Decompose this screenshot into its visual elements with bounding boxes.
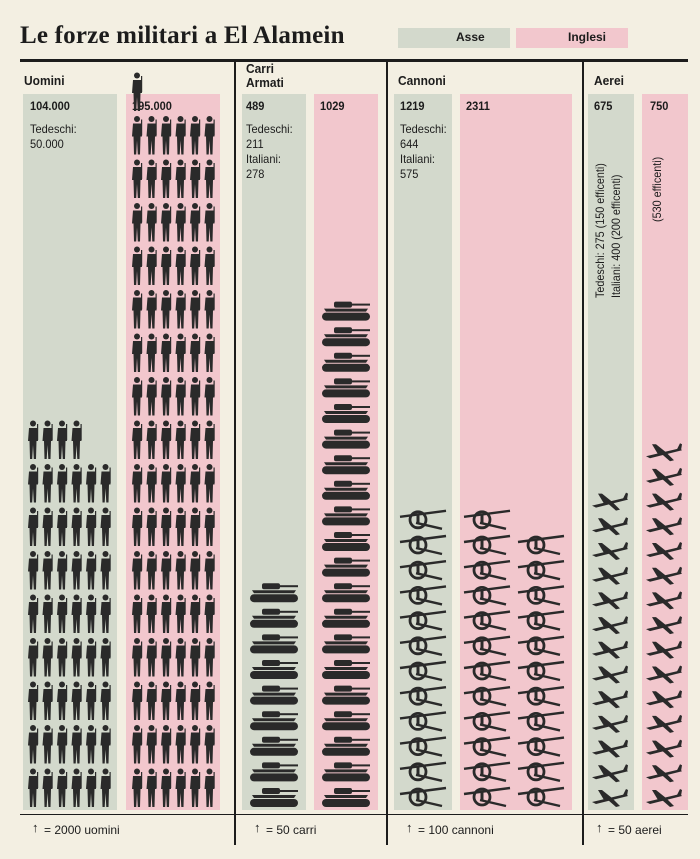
plane-icon-inglesi [646,715,682,733]
tank-icon-asse [250,634,298,653]
soldier-icon-asse [72,508,82,547]
unit-arrow-icon: ↑ [254,820,261,835]
soldier-icon-inglesi [161,551,171,590]
soldier-icon-inglesi [147,247,157,286]
unit-label-aerei: = 50 aerei [608,823,662,837]
soldier-icon-asse [43,508,53,547]
soldier-icon-asse [86,464,96,503]
tank-icon-inglesi [322,711,370,730]
unit-label-cannoni: = 100 cannoni [418,823,494,837]
breakdown-carri-asse: Tedeschi: 211 Italiani: 278 [246,122,293,181]
soldier-icon-asse [101,551,111,590]
tank-icon-inglesi [322,532,370,551]
tank-icon-asse [250,609,298,628]
soldier-icon-inglesi [147,377,157,416]
tank-icon-inglesi [322,609,370,628]
soldier-icon-inglesi [161,334,171,373]
soldier-icon-inglesi [132,769,142,808]
chart-title: Le forze militari a El Alamein [20,22,345,49]
cannon-icon-inglesi [464,788,510,806]
soldier-icon-inglesi [190,725,200,764]
soldier-icon-inglesi [147,725,157,764]
soldier-icon-inglesi [161,421,171,460]
soldier-icon-inglesi [161,508,171,547]
soldier-icon-inglesi [190,290,200,329]
cannon-icon-inglesi [518,687,564,705]
cannon-icon-inglesi [518,712,564,730]
soldier-icon-inglesi [190,203,200,242]
soldier-icon-inglesi [132,725,142,764]
soldier-icon-asse [28,595,38,634]
soldier-icon-asse [72,638,82,677]
tank-icon-asse [250,788,298,807]
soldier-icon-asse [28,551,38,590]
soldier-icon-asse [57,638,67,677]
soldier-icon-inglesi [161,290,171,329]
soldier-icon-asse [101,725,111,764]
plane-icon-asse [592,517,628,535]
tank-icon-asse [250,762,298,781]
plane-icon-inglesi [646,666,682,684]
soldier-icon-inglesi [190,595,200,634]
soldier-icon-inglesi [190,247,200,286]
cannon-icon-inglesi [464,511,510,529]
tank-icon-inglesi [322,455,370,474]
soldier-icon-inglesi [161,160,171,199]
tank-icon-inglesi [322,660,370,679]
legend-label-inglesi: Inglesi [568,30,607,44]
soldier-icon-inglesi [205,377,215,416]
tank-icon-inglesi [322,788,370,807]
plane-icon-inglesi [646,740,682,758]
soldier-icon-inglesi [205,551,215,590]
soldier-icon-inglesi [205,508,215,547]
soldier-icon-inglesi [205,334,215,373]
legend-label-asse: Asse [456,30,485,44]
soldier-icon-inglesi [176,116,186,155]
soldier-icon-asse [57,725,67,764]
tank-icon-inglesi [322,762,370,781]
soldier-icon-asse [43,595,53,634]
cannon-icon-asse [400,662,446,680]
soldier-icon-inglesi [132,638,142,677]
soldier-icon-asse [43,638,53,677]
cannon-icon-inglesi [464,637,510,655]
unit-arrow-icon: ↑ [32,820,39,835]
soldier-icon-asse [28,421,38,460]
soldier-icon-inglesi [176,551,186,590]
soldier-icon-inglesi [132,595,142,634]
soldier-icon-asse [57,769,67,808]
soldier-icon-inglesi [190,160,200,199]
soldier-icon-inglesi [161,725,171,764]
cannon-icon-inglesi [464,561,510,579]
tank-icon-asse [250,583,298,602]
soldier-icon-asse [101,769,111,808]
tank-icon-inglesi [322,327,370,346]
soldier-icon-asse [101,638,111,677]
soldier-icon-inglesi [176,334,186,373]
soldier-icon-inglesi [205,421,215,460]
soldier-icon-inglesi [190,377,200,416]
soldier-icon-inglesi [190,421,200,460]
col-title-carri-1: Carri [246,61,274,76]
soldier-icon-inglesi [147,638,157,677]
soldier-icon-inglesi [205,160,215,199]
unit-arrow-icon: ↑ [406,820,413,835]
soldier-icon-asse [57,421,67,460]
soldier-icon-inglesi [205,464,215,503]
soldier-icon-asse [28,508,38,547]
soldier-icon-inglesi [176,203,186,242]
cannon-icon-asse [400,687,446,705]
soldier-icon-inglesi [161,682,171,721]
soldier-icon-inglesi [147,682,157,721]
soldier-icon-asse [72,682,82,721]
plane-icon-asse [592,493,628,511]
soldier-icon-asse [101,508,111,547]
soldier-icon-inglesi [161,203,171,242]
soldier-icon-asse [86,508,96,547]
plane-icon-asse [592,740,628,758]
soldier-icon-inglesi [176,247,186,286]
cannon-icon-asse [400,511,446,529]
soldier-icon-asse [86,595,96,634]
tank-icon-asse [250,711,298,730]
soldier-icon-inglesi [205,595,215,634]
soldier-icon-asse [86,682,96,721]
cannon-icon-inglesi [464,586,510,604]
cannon-icon-inglesi [464,612,510,630]
cannon-icon-asse [400,536,446,554]
cannon-icon-inglesi [518,763,564,781]
soldier-icon-inglesi [147,203,157,242]
soldier-icon-inglesi [132,247,142,286]
tank-icon-inglesi [322,583,370,602]
soldier-icon-asse [43,464,53,503]
soldier-icon-asse [72,551,82,590]
cannon-icon-inglesi [518,662,564,680]
tank-icon-inglesi [322,404,370,423]
soldier-icon-asse [72,769,82,808]
soldier-icon-inglesi [205,203,215,242]
soldier-icon-inglesi [176,595,186,634]
cannon-icon-inglesi [518,612,564,630]
cannon-icon-asse [400,738,446,756]
soldier-icon-inglesi [205,638,215,677]
col-title-aerei: Aerei [594,73,624,88]
tank-icon-inglesi [322,634,370,653]
plane-icon-inglesi [646,468,682,486]
soldier-icon-inglesi [176,160,186,199]
soldier-icon-asse [28,464,38,503]
soldier-icon-inglesi [176,377,186,416]
soldier-icon-inglesi [147,290,157,329]
soldier-icon-inglesi [176,638,186,677]
soldier-icon-inglesi [132,508,142,547]
plane-icon-inglesi [646,690,682,708]
soldier-icon-inglesi [132,682,142,721]
soldier-icon-inglesi [147,421,157,460]
tank-icon-inglesi [322,686,370,705]
soldier-icon-inglesi [132,421,142,460]
tank-icon-inglesi [322,430,370,449]
tank-icon-asse [250,737,298,756]
cannon-icon-asse [400,712,446,730]
soldier-icon-inglesi [205,116,215,155]
soldier-icon-inglesi [190,464,200,503]
soldier-icon-inglesi [147,464,157,503]
soldier-icon-asse [28,638,38,677]
soldier-icon-asse [43,682,53,721]
cannon-icon-asse [400,788,446,806]
soldier-icon-inglesi [161,595,171,634]
soldier-icon-inglesi [161,247,171,286]
soldier-icon-inglesi [176,725,186,764]
plane-icon-inglesi [646,443,682,461]
col-title-carri-2: Armati [246,75,284,90]
tank-icon-inglesi [322,353,370,372]
plane-icon-asse [592,542,628,560]
cannon-icon-inglesi [464,712,510,730]
breakdown-aerei-asse-1: Tedeschi: 275 (150 efficenti) [593,163,607,298]
soldier-icon-asse [101,464,111,503]
total-carri-inglesi: 1029 [320,99,345,113]
soldier-icon-inglesi [147,551,157,590]
col-title-uomini: Uomini [24,73,65,88]
plane-icon-inglesi [646,493,682,511]
soldier-icon-inglesi [161,464,171,503]
soldier-icon-inglesi [132,290,142,329]
cannon-icon-inglesi [518,536,564,554]
cannon-icon-inglesi [518,561,564,579]
soldier-icon-inglesi [132,334,142,373]
soldier-icon-asse [86,769,96,808]
plane-icon-inglesi [646,517,682,535]
soldier-icon-inglesi [147,116,157,155]
cannon-icon-inglesi [464,763,510,781]
soldier-icon-inglesi [190,682,200,721]
soldier-icon-inglesi [147,769,157,808]
unit-label-uomini: = 2000 uomini [44,823,120,837]
soldier-icon-inglesi [176,769,186,808]
cannon-icon-inglesi [518,738,564,756]
soldier-icon-inglesi [205,769,215,808]
soldier-icon-asse [43,769,53,808]
soldier-icon-asse [43,725,53,764]
soldier-icon-asse [72,725,82,764]
soldier-icon-asse [72,464,82,503]
soldier-icon-asse [72,421,82,460]
soldier-icon-inglesi [147,160,157,199]
plane-icon-asse [592,789,628,807]
cannon-icon-inglesi [518,586,564,604]
tank-icon-inglesi [322,506,370,525]
total-carri-asse: 489 [246,99,265,113]
soldier-icon-inglesi [147,595,157,634]
soldier-icon-asse [28,682,38,721]
soldier-icon-asse [43,551,53,590]
soldier-icon-asse [57,551,67,590]
plane-icon-inglesi [646,542,682,560]
soldier-icon-inglesi [176,421,186,460]
cannon-icon-inglesi [464,738,510,756]
soldier-icon-inglesi [132,160,142,199]
plane-icon-asse [592,764,628,782]
soldier-icon-inglesi [132,551,142,590]
soldier-icon-asse [28,725,38,764]
soldier-icon-inglesi [132,116,142,155]
total-aerei-asse: 675 [594,99,613,113]
plane-icon-inglesi [646,616,682,634]
cannon-icon-inglesi [518,788,564,806]
cannon-icon-asse [400,561,446,579]
breakdown-aerei-inglesi: (530 efficenti) [650,156,664,222]
total-uomini-asse: 104.000 [30,99,70,113]
plane-icon-inglesi [646,567,682,585]
cannon-icon-inglesi [518,637,564,655]
soldier-icon-inglesi [205,682,215,721]
total-cannoni-asse: 1219 [400,99,425,113]
cannon-icon-inglesi [464,662,510,680]
soldier-icon-inglesi [190,638,200,677]
soldier-icon-inglesi [176,682,186,721]
cannon-icon-asse [400,586,446,604]
plane-icon-asse [592,641,628,659]
soldier-icon-asse [57,508,67,547]
plane-icon-inglesi [646,764,682,782]
soldier-icon-asse [72,595,82,634]
soldier-icon-inglesi [161,769,171,808]
soldier-icon-inglesi [147,334,157,373]
soldier-icon-inglesi [205,290,215,329]
tank-icon-inglesi [322,378,370,397]
soldier-icon-asse [101,595,111,634]
soldier-icon-inglesi [205,725,215,764]
soldier-icon-asse [57,464,67,503]
soldier-icon-asse [101,682,111,721]
tank-icon-inglesi [322,481,370,500]
plane-icon-asse [592,616,628,634]
unit-arrow-icon: ↑ [596,820,603,835]
soldier-icon-inglesi [161,116,171,155]
soldier-icon-inglesi [190,116,200,155]
cannon-icon-inglesi [464,536,510,554]
soldier-icon-asse [28,769,38,808]
total-aerei-inglesi: 750 [650,99,669,113]
unit-label-carri: = 50 carri [266,823,317,837]
tank-icon-asse [250,660,298,679]
tank-icon-inglesi [322,302,370,321]
soldier-icon-asse [43,421,53,460]
soldier-icon-asse [86,725,96,764]
plane-icon-asse [592,666,628,684]
soldier-icon-inglesi [132,73,142,112]
soldier-icon-inglesi [190,551,200,590]
soldier-icon-inglesi [205,247,215,286]
soldier-icon-inglesi [190,334,200,373]
soldier-icon-inglesi [132,203,142,242]
cannon-icon-inglesi [464,687,510,705]
soldier-icon-inglesi [132,464,142,503]
soldier-icon-inglesi [190,508,200,547]
soldier-icon-inglesi [132,377,142,416]
plane-icon-asse [592,567,628,585]
tank-icon-asse [250,686,298,705]
soldier-icon-asse [86,551,96,590]
plane-icon-inglesi [646,591,682,609]
soldier-icon-inglesi [176,508,186,547]
soldier-icon-inglesi [161,377,171,416]
soldier-icon-inglesi [176,464,186,503]
soldier-icon-asse [86,638,96,677]
tank-icon-inglesi [322,558,370,577]
breakdown-aerei-asse-2: Italiani: 400 (200 efficenti) [609,174,623,298]
soldier-icon-inglesi [147,508,157,547]
plane-icon-asse [592,715,628,733]
soldier-icon-inglesi [190,769,200,808]
total-uomini-inglesi: 195.000 [132,99,172,113]
breakdown-uomini-asse: Tedeschi: 50.000 [30,122,77,151]
soldier-icon-inglesi [161,638,171,677]
plane-icon-inglesi [646,789,682,807]
cannon-icon-asse [400,637,446,655]
cannon-icon-asse [400,612,446,630]
soldier-icon-asse [57,595,67,634]
plane-icon-asse [592,690,628,708]
tank-icon-inglesi [322,737,370,756]
cannon-icon-asse [400,763,446,781]
plane-icon-inglesi [646,641,682,659]
soldier-icon-asse [57,682,67,721]
soldier-icon-inglesi [176,290,186,329]
breakdown-cannoni-asse: Tedeschi: 644 Italiani: 575 [400,122,447,181]
col-title-cannoni: Cannoni [398,73,446,88]
total-cannoni-inglesi: 2311 [466,99,490,113]
plane-icon-asse [592,591,628,609]
